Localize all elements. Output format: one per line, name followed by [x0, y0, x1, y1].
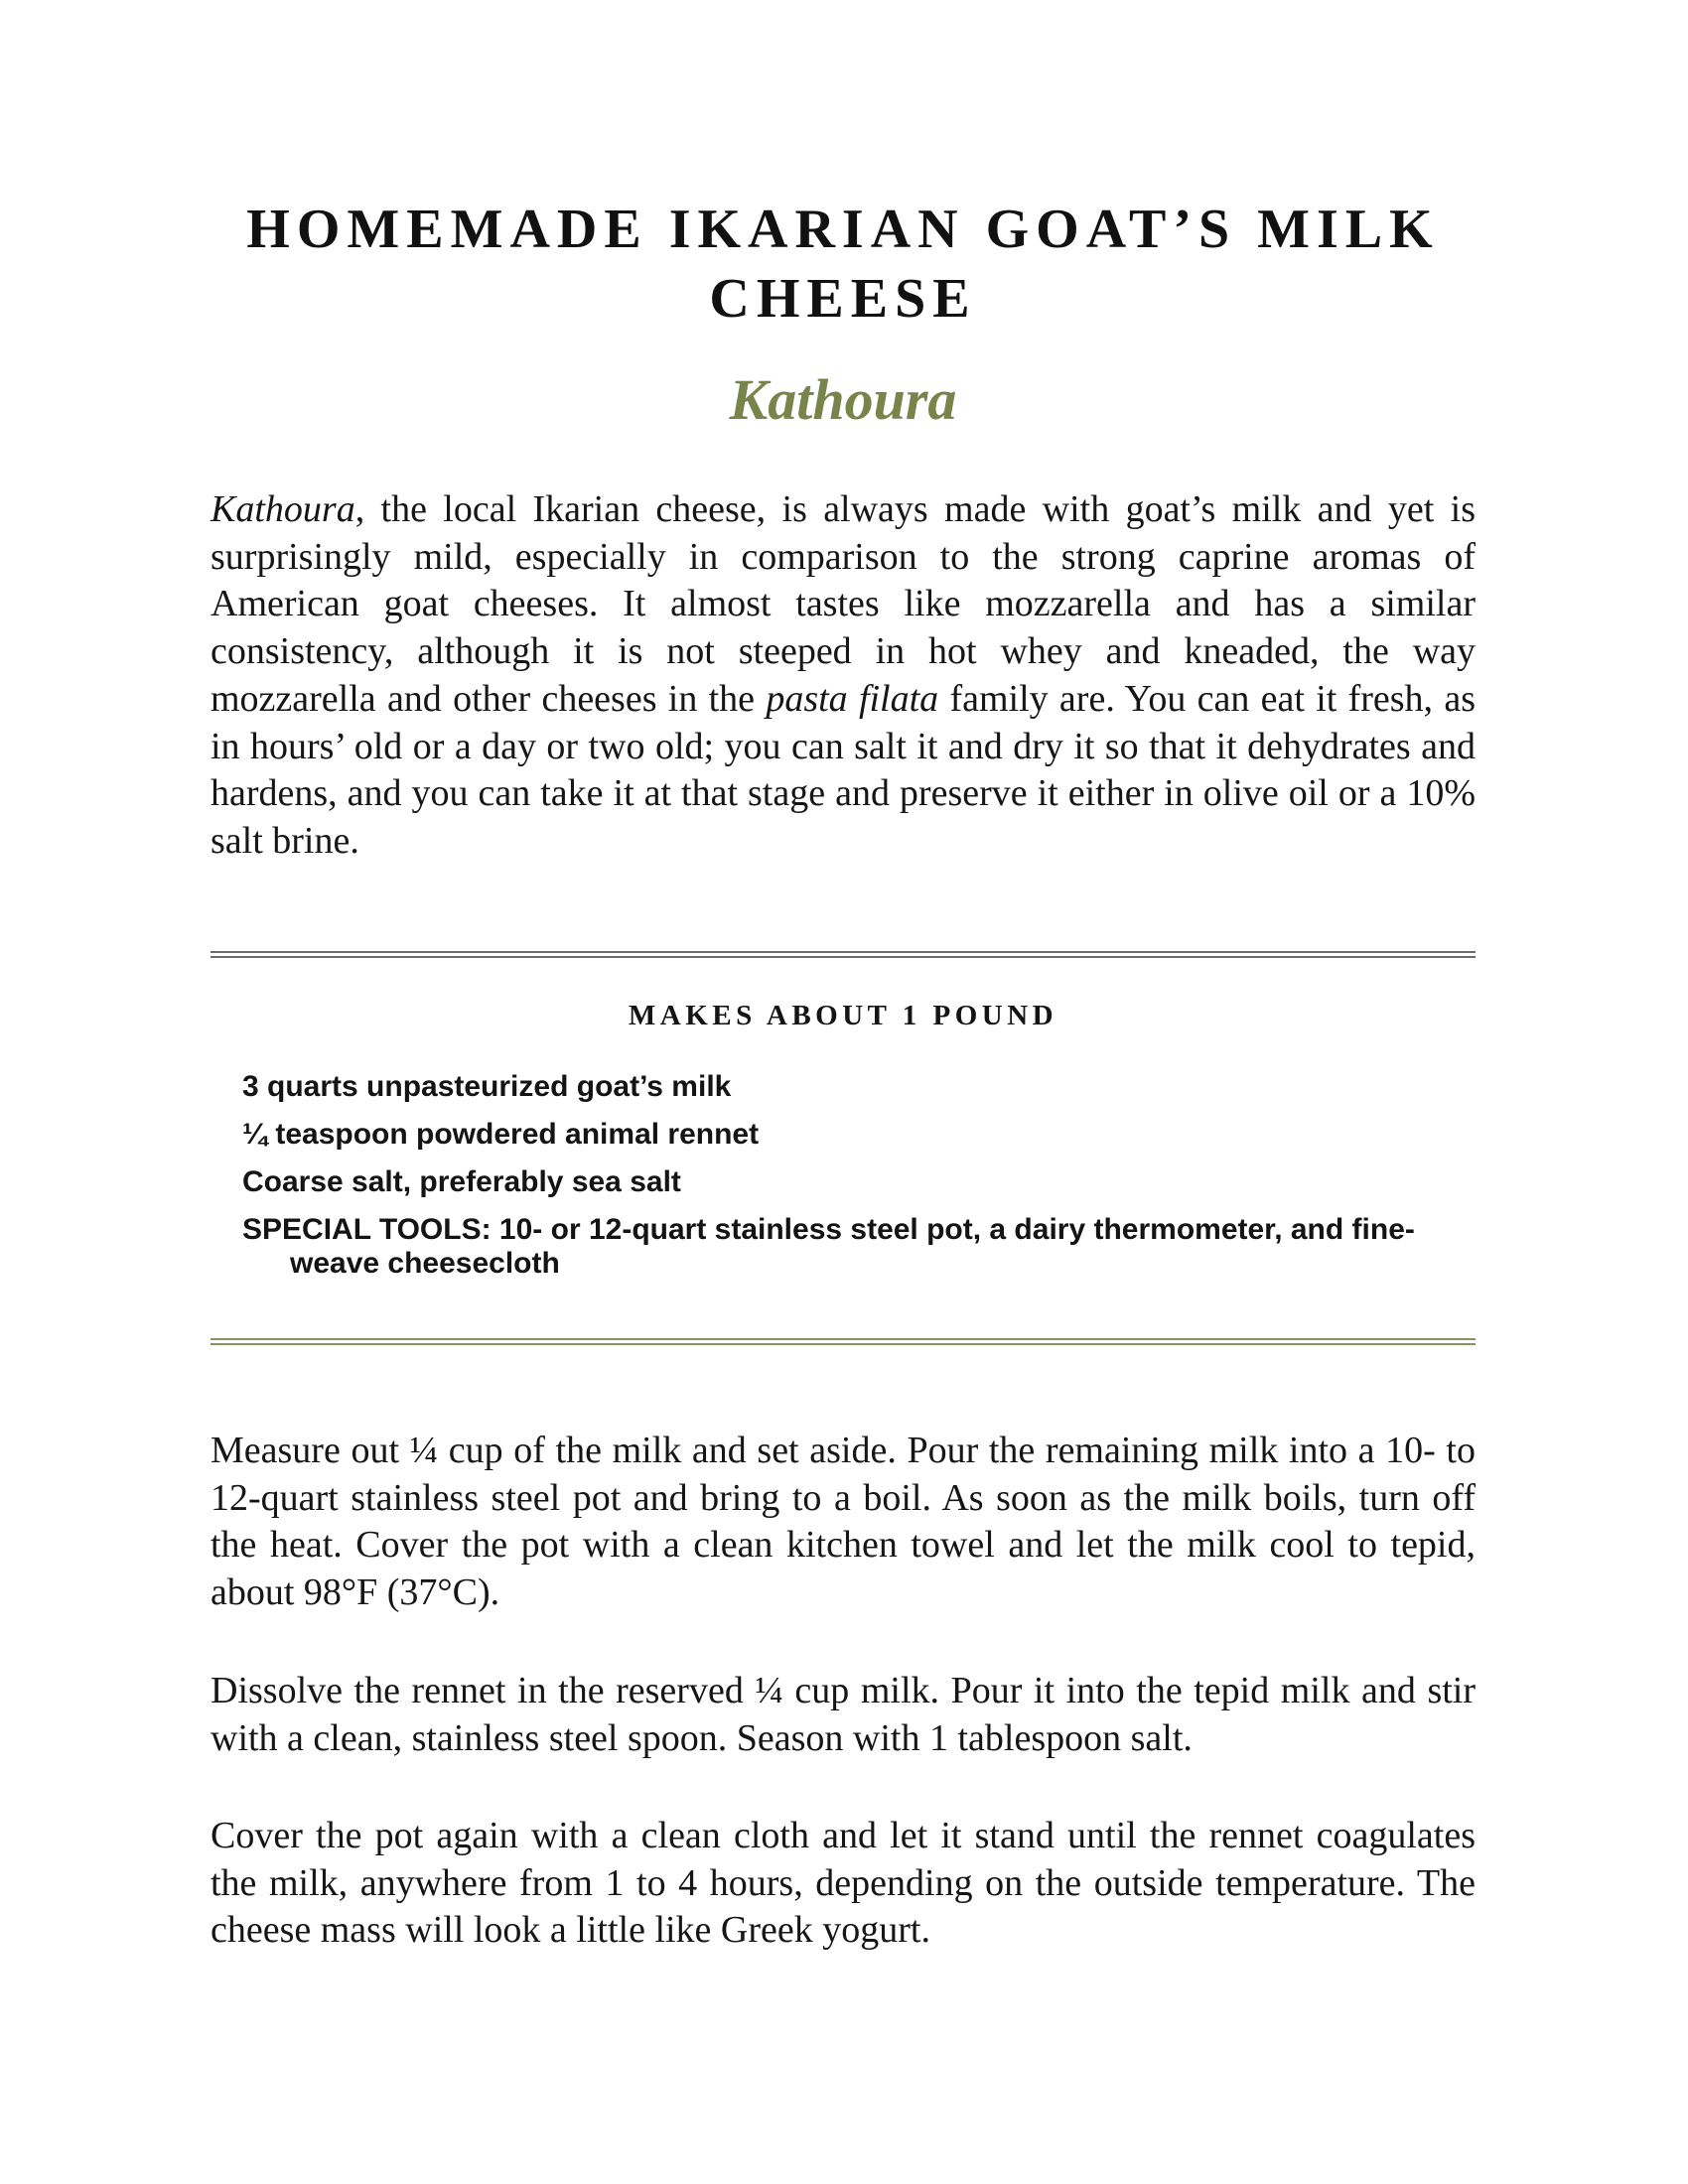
- ingredient-item: Coarse salt, preferably sea salt: [242, 1165, 681, 1198]
- intro-italic-term: pasta filata: [766, 677, 939, 720]
- intro-text-part2: family are. You can eat it fresh, as in hours’ old or a day or two old; you can salt it and dry it so that it dehydrates and hardens, and you can take it at that stage and preserve it either in olive oil or a 10% salt brine.: [211, 677, 1476, 862]
- intro-lead-italic: Kathoura: [211, 488, 355, 530]
- yield-heading: MAKES ABOUT 1 POUND: [628, 1000, 1058, 1031]
- method-step-3: Cover the pot again with a clean cloth and let it stand until the rennet coagulates the milk, anywhere from 1 to 4 hours, depending on the outside temperature. The cheese mass will look a little like Greek yogurt.: [211, 1815, 1476, 1952]
- bottom-double-rule: [211, 1338, 1476, 1345]
- ingredient-item: ¼ teaspoon powdered animal rennet: [242, 1118, 760, 1151]
- ingredient-list: [242, 1070, 1474, 1295]
- top-double-rule: [211, 951, 1476, 958]
- method-step-1: Measure out ¼ cup of the milk and set aside. Pour the remaining milk into a 10- to 12-quart stainless steel pot and bring to a boil. As soon as the milk boils, turn off the heat. Cover the pot with a clean kitchen towel and let the milk cool to tepid, about 98°F (37°C).: [211, 1430, 1476, 1614]
- recipe-subtitle: Kathoura: [729, 367, 957, 432]
- ingredient-item: 3 quarts unpasteurized goat’s milk: [242, 1070, 732, 1103]
- recipe-title: HOMEMADE IKARIAN GOAT’S MILK CHEESE: [246, 199, 1440, 330]
- special-tools-item: SPECIAL TOOLS: 10- or 12-quart stainless steel pot, a dairy thermometer, and fine-weave cheesecloth: [242, 1213, 1415, 1280]
- method-step-2: Dissolve the rennet in the reserved ¼ cup milk. Pour it into the tepid milk and stir with a clean, stainless steel spoon. Season with 1 tablespoon salt.: [211, 1670, 1476, 1759]
- intro-text-part1: , the local Ikarian cheese, is always made with goat’s milk and yet is surprisingly mild, especially in comparison to the strong caprine aromas of American goat cheeses. It almost tastes like mozzarella and has a similar consistency, although it is not steeped in hot whey and kneaded, the way mozzarella and other cheeses in the: [211, 488, 1476, 720]
- intro-paragraph: [211, 486, 1476, 866]
